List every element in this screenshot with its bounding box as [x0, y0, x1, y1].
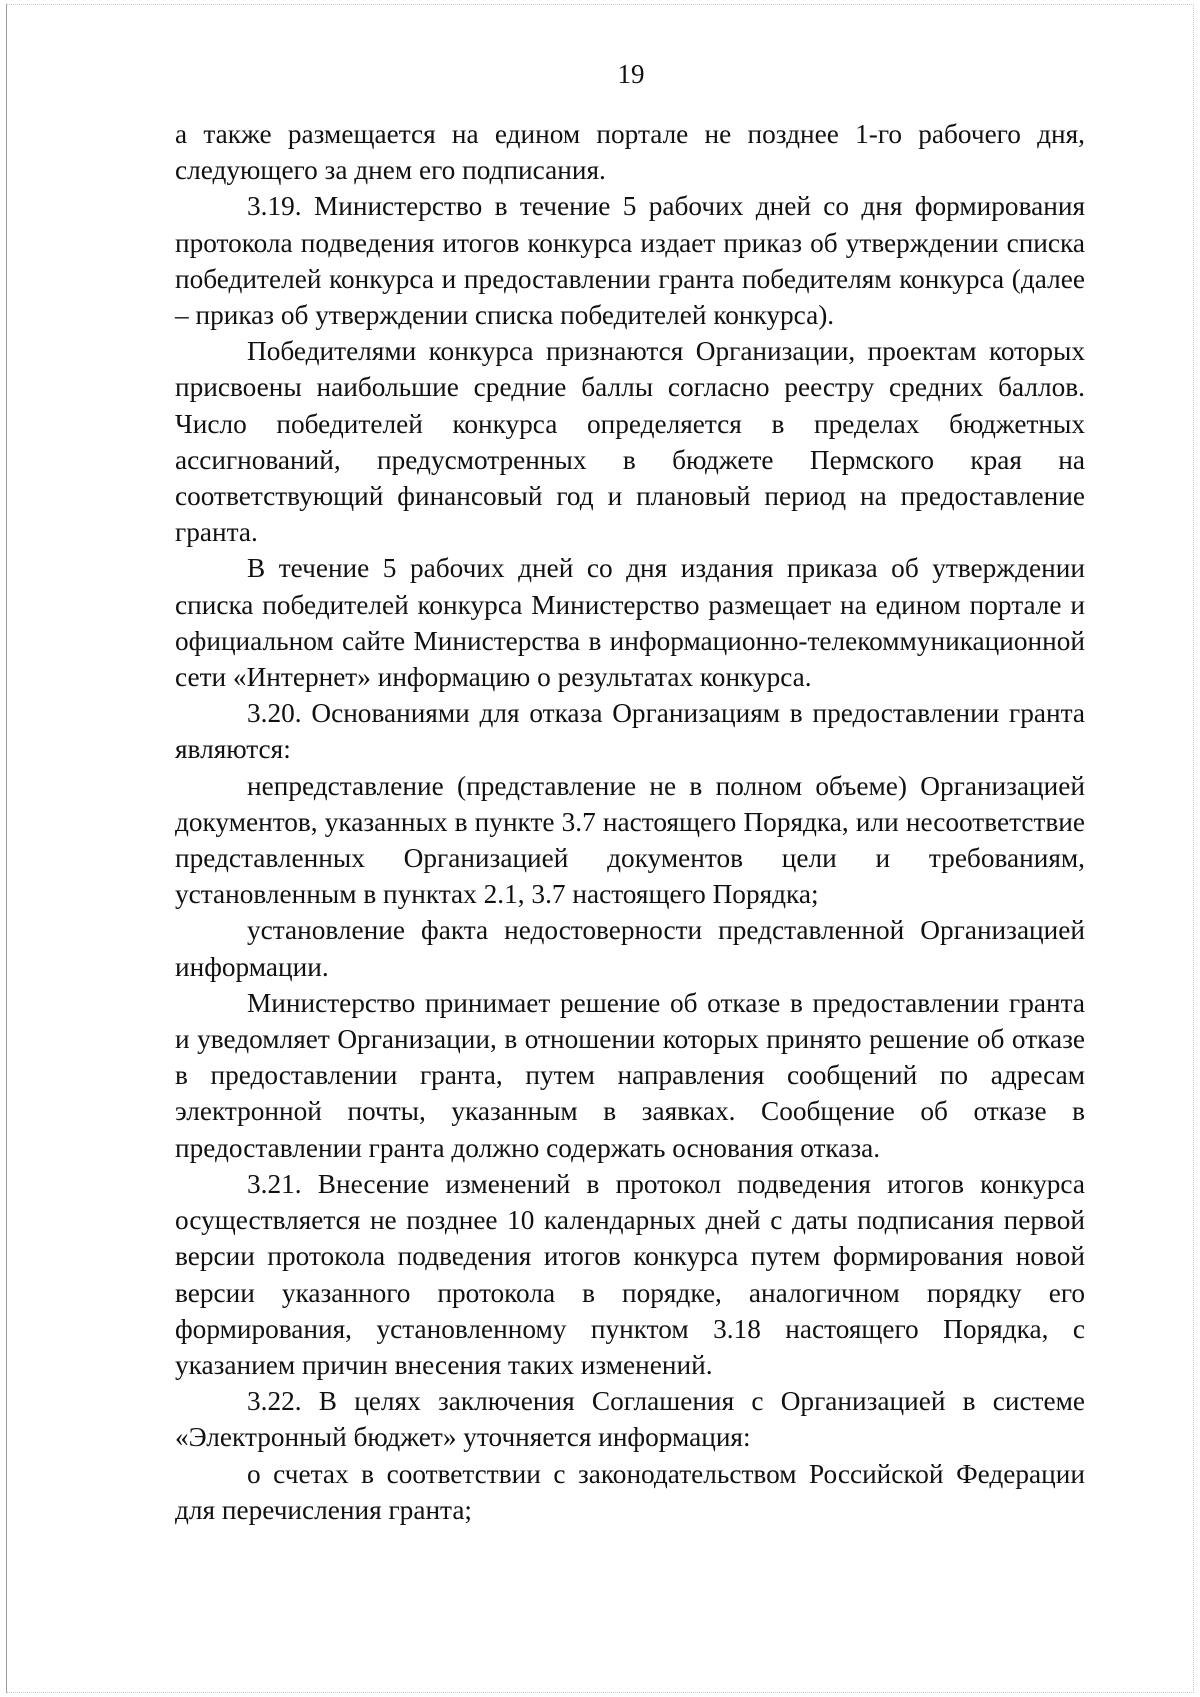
paragraph-refusal-decision: Министерство принимает решение об отказе в предоставлении гранта и уведомляет Организации, в отношении которых принято решение об отказе в предоставлении гранта, путем направления сообщений по адресам электронной почты, указанным в заявках. Сообщение об отказе в предоставлении гранта должно содержать основания отказа. [175, 987, 1085, 1163]
paragraph-3-20: 3.20. Основаниями для отказа Организациям в предоставлении гранта являются: [175, 698, 1085, 765]
paragraph-refusal-ground-2: установление факта недостоверности представленной Организацией информации. [175, 915, 1085, 982]
paragraph-accounts: о счетах в соответствии с законодательством Российской Федерации для перечисления гранта; [175, 1458, 1085, 1525]
paragraph-3-22: 3.22. В целях заключения Соглашения с Организацией в системе «Электронный бюджет» уточняется информация: [175, 1386, 1085, 1453]
paragraph-continuation: а также размещается на едином портале не позднее 1-го рабочего дня, следующего за днем его подписания. [175, 119, 1085, 186]
paragraph-refusal-ground-1: непредставление (представление не в полном объеме) Организацией документов, указанных в пункте 3.7 настоящего Порядка, или несоответствие представленных Организацией документов цели и требованиям, установленным в пунктах 2.1, 3.7 настоящего Порядка; [175, 770, 1085, 910]
page-number: 19 [617, 59, 645, 89]
paragraph-3-19: 3.19. Министерство в течение 5 рабочих дней со дня формирования протокола подведения итогов конкурса издает приказ об утверждении списка победителей конкурса и предоставлении гранта победителям конкурса (далее – приказ об утверждении списка победителей конкурса). [175, 191, 1085, 331]
paragraph-publication: В течение 5 рабочих дней со дня издания приказа об утверждении списка победителей конкурса Министерство размещает на едином портале и официальном сайте Министерства в информационно-телекоммуникационной сети «Интернет» информацию о результатах конкурса. [175, 553, 1085, 693]
document-body [175, 116, 1085, 1528]
paragraph-3-21: 3.21. Внесение изменений в протокол подведения итогов конкурса осуществляется не позднее 10 календарных дней с даты подписания первой версии протокола подведения итогов конкурса путем формирования новой версии указанного протокола в порядке, аналогичном порядку его формирования, установленному пунктом 3.18 настоящего Порядка, с указанием причин внесения таких изменений. [175, 1168, 1085, 1380]
paragraph-winners: Победителями конкурса признаются Организации, проектам которых присвоены наибольшие средние баллы согласно реестру средних баллов. Число победителей конкурса определяется в пределах бюджетных ассигнований, предусмотренных в бюджете Пермского края на соответствующий финансовый год и плановый период на предоставление гранта. [175, 336, 1085, 548]
